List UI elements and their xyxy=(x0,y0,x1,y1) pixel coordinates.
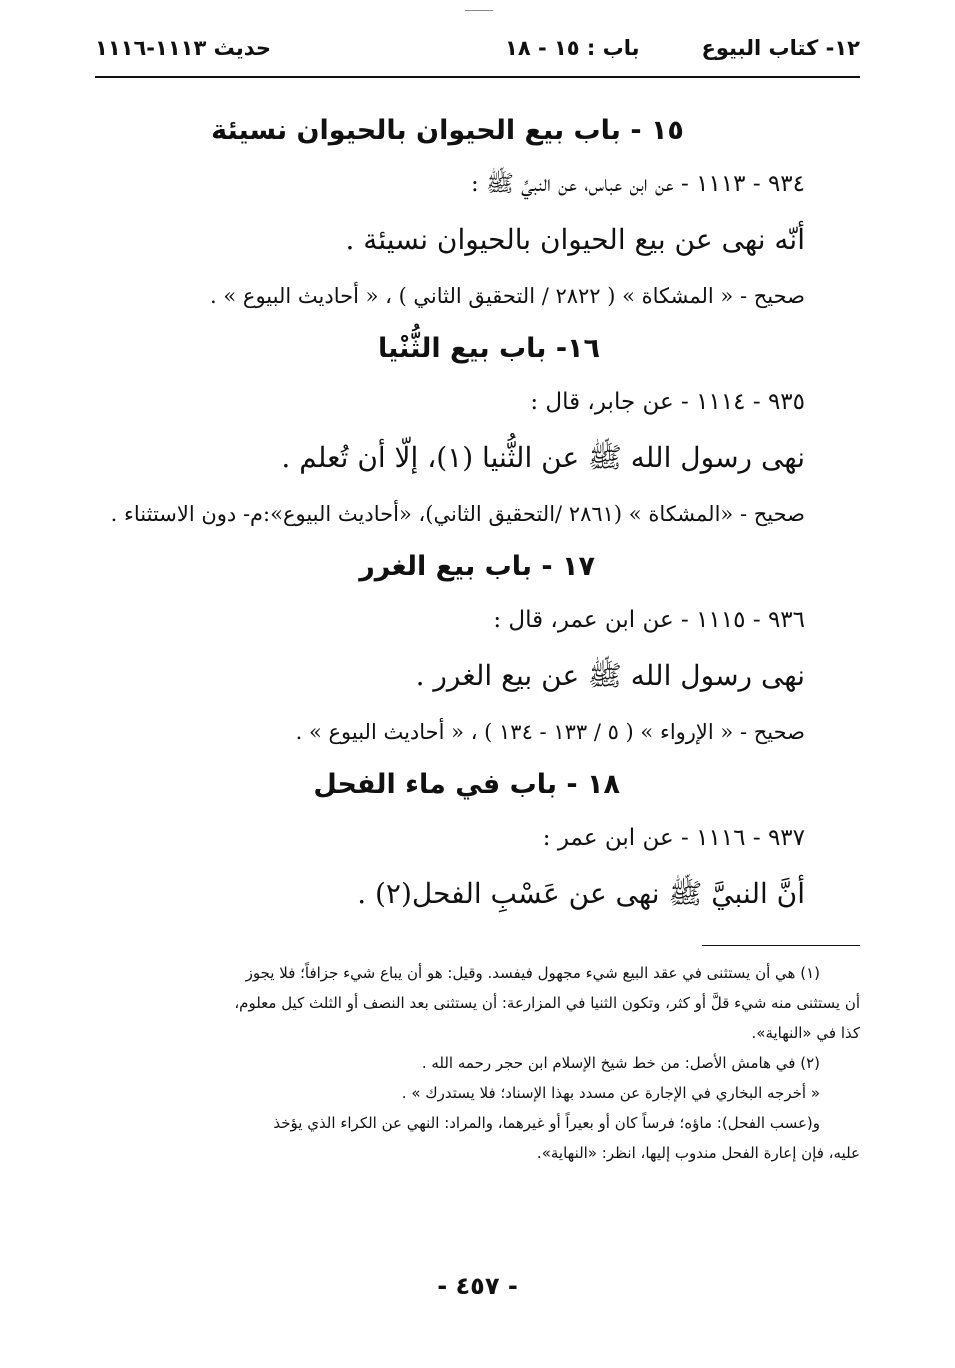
footnote-line: و(عسب الفحل): ماؤه؛ فرساً كان أو بعيراً أو غيرهما، والمراد: النهي عن الكراء الذي يؤخذ xyxy=(273,1114,820,1132)
footnote-line: كذا في «النهاية». xyxy=(751,1024,860,1042)
header-chapter: ١٢- كتاب البيوع xyxy=(701,36,860,60)
footnote-line: أن يستثنى منه شيء قلَّ أو كثر، وتكون الثنيا في المزارعة: أن يستثنى بعد النصف أو الثلث كيل معلوم، xyxy=(234,994,860,1012)
section-title: ١٥ - باب بيع الحيوان بالحيوان نسيئة xyxy=(211,115,684,146)
footnote-line: « أخرجه البخاري في الإجارة عن مسدد بهذا الإسناد؛ فلا يستدرك » . xyxy=(401,1084,820,1102)
footnote-line: (١) هي أن يستثنى في عقد البيع شيء مجهول فيفسد. وقيل: هو أن يباع شيء جزافاً؛ فلا يجوز xyxy=(245,964,820,982)
section-title: ١٨ - باب في ماء الفحل xyxy=(313,769,620,800)
running-header xyxy=(95,36,860,78)
hadith-text: أنّه نهى عن بيع الحيوان بالحيوان نسيئة . xyxy=(345,223,805,256)
hadith-grading: صحيح - « الإرواء » ( ٥ / ١٣٣ - ١٣٤ ) ، « أحاديث البيوع » . xyxy=(295,720,805,744)
footnote-line: عليه، فإن إعارة الفحل مندوب إليها، انظر: «النهاية». xyxy=(536,1144,860,1162)
hadith-number-line: ٩٣٦ - ١١١٥ - عن ابن عمر، قال : xyxy=(493,607,805,633)
section-title: ١٧ - باب بيع الغرر xyxy=(359,551,595,582)
hadith-grading: صحيح - « المشكاة » ( ٢٨٢٢ / التحقيق الثاني ) ، « أحاديث البيوع » . xyxy=(210,284,805,308)
header-hadith-range: حديث ١١١٣-١١١٦ xyxy=(95,36,271,60)
hadith-text: نهى رسول الله ﷺ عن الثُّنيا (١)، إلّا أن تُعلم . xyxy=(281,441,805,474)
header-chapters-range: باب : ١٥ - ١٨ xyxy=(505,36,640,60)
hadith-number-line: ٩٣٤ - ١١١٣ - عن ابن عباس، عن النبيِّ ﷺ : xyxy=(471,171,805,197)
hadith-text: نهى رسول الله ﷺ عن بيع الغرر . xyxy=(415,659,805,692)
footnote-separator xyxy=(702,945,860,946)
top-mark xyxy=(465,10,493,11)
hadith-grading: صحيح - «المشكاة » (٢٨٦١ /التحقيق الثاني)، «أحاديث البيوع»:م- دون الاستثناء . xyxy=(110,502,805,526)
hadith-number-line: ٩٣٥ - ١١١٤ - عن جابر، قال : xyxy=(530,389,805,415)
hadith-text: أنَّ النبيَّ ﷺ نهى عن عَسْبِ الفحل(٢) . xyxy=(357,877,805,910)
hadith-number-line: ٩٣٧ - ١١١٦ - عن ابن عمر : xyxy=(542,825,805,851)
footnotes xyxy=(95,958,860,1168)
page-number: - ٤٥٧ - xyxy=(437,1272,518,1300)
main-text xyxy=(90,104,805,924)
footnote-line: (٢) في هامش الأصل: من خط شيخ الإسلام ابن حجر رحمه الله . xyxy=(421,1054,820,1072)
section-title: ١٦- باب بيع الثُّنْيا xyxy=(378,333,600,364)
